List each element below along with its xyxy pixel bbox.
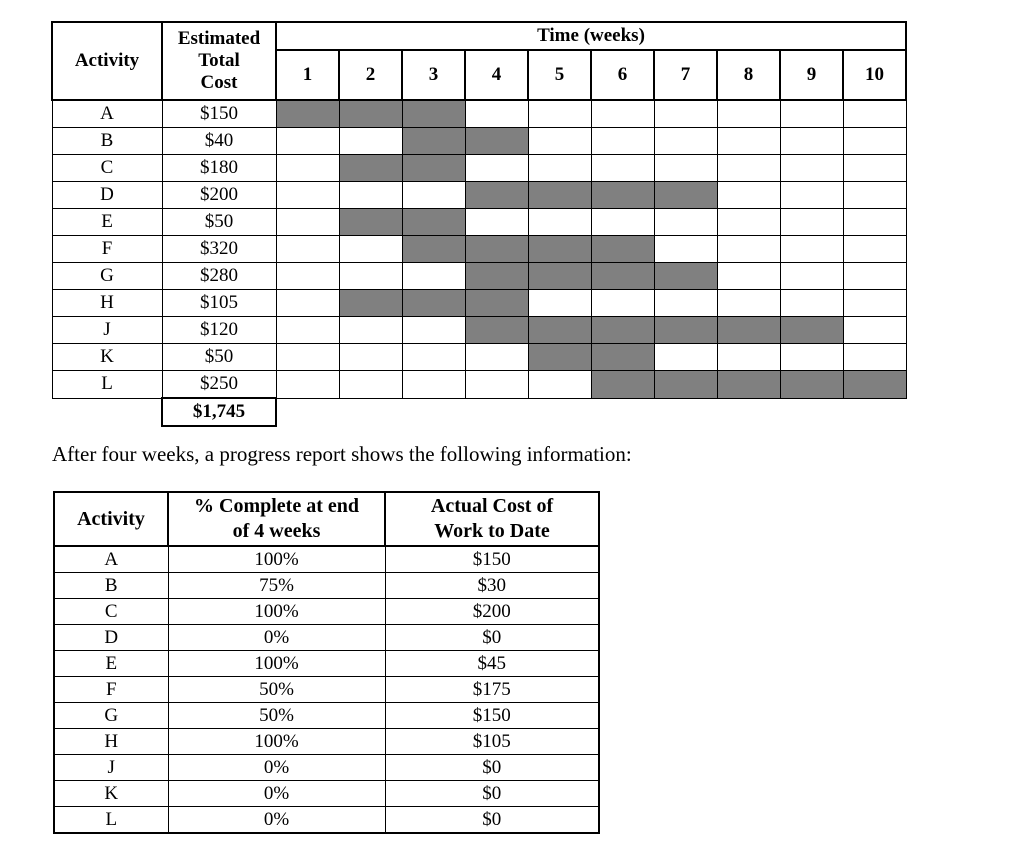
gantt-row [52,128,906,155]
progress-actual-cost-cell: $150 [385,546,599,573]
gantt-total-cost: $1,745 [162,398,276,426]
gantt-bar-segment [465,263,528,290]
gantt-row [52,155,906,182]
week-header-7: 7 [654,50,717,100]
gantt-week-cell [654,290,717,317]
gantt-week-cell [591,100,654,128]
gantt-week-cell [717,236,780,263]
gantt-week-cell [780,263,843,290]
gantt-bar-segment [528,182,591,209]
gantt-cost-cell: $120 [162,317,276,344]
progress-actual-cost-cell: $0 [385,781,599,807]
gantt-row [52,100,906,128]
gantt-week-cell [276,344,339,371]
week-header-5: 5 [528,50,591,100]
gantt-bar-segment [402,236,465,263]
gantt-week-cell [402,317,465,344]
gantt-week-cell [339,263,402,290]
gantt-bar-segment [402,290,465,317]
gantt-week-cell [654,155,717,182]
gantt-week-cell [465,209,528,236]
gantt-week-cell [276,182,339,209]
gantt-bar-segment [717,317,780,344]
gantt-bar-segment [465,236,528,263]
gantt-week-cell [843,263,906,290]
gantt-cost-cell: $50 [162,344,276,371]
gantt-week-cell [843,290,906,317]
progress-complete-cell: 0% [168,781,385,807]
gantt-cost-cell: $105 [162,290,276,317]
progress-activity-cell: G [54,703,168,729]
gantt-week-cell [402,344,465,371]
gantt-week-cell [465,155,528,182]
progress-complete-cell: 50% [168,677,385,703]
gantt-week-cell [843,100,906,128]
progress-complete-cell: 0% [168,755,385,781]
progress-activity-cell: A [54,546,168,573]
gantt-cost-cell: $280 [162,263,276,290]
gantt-week-cell [591,290,654,317]
gantt-activity-cell: J [52,317,162,344]
progress-row [54,599,599,625]
progress-caption: After four weeks, a progress report shows the following information: [52,442,632,466]
gantt-week-cell [843,155,906,182]
gantt-week-cell [465,100,528,128]
gantt-bar-segment [780,317,843,344]
week-header-9: 9 [780,50,843,100]
progress-complete-cell: 0% [168,807,385,834]
actual-header-line2: Work to Date [434,520,550,542]
progress-activity-cell: L [54,807,168,834]
complete-header-line1: % Complete at end [194,495,359,517]
gantt-activity-cell: E [52,209,162,236]
progress-report-table [53,491,600,834]
cost-header-line3: Cost [200,72,238,93]
gantt-week-cell [780,209,843,236]
progress-activity-cell: D [54,625,168,651]
gantt-week-cell [402,182,465,209]
gantt-activity-cell: L [52,371,162,399]
gantt-week-cell [465,371,528,399]
progress-activity-cell: E [54,651,168,677]
gantt-week-cell [780,344,843,371]
gantt-bar-segment [528,236,591,263]
gantt-activity-cell: A [52,100,162,128]
week-header-10: 10 [843,50,906,100]
progress-row [54,573,599,599]
complete-header-line2: of 4 weeks [232,520,321,542]
gantt-week-cell [276,263,339,290]
progress-actual-cost-cell: $0 [385,755,599,781]
progress-activity-cell: K [54,781,168,807]
progress-complete-cell: 100% [168,546,385,573]
gantt-activity-cell: D [52,182,162,209]
progress-row [54,755,599,781]
gantt-header-estimated-cost [162,22,276,100]
gantt-bar-segment [465,290,528,317]
gantt-week-cell [843,344,906,371]
week-header-4: 4 [465,50,528,100]
gantt-activity-cell: H [52,290,162,317]
cost-header-line2: Total [198,50,240,71]
gantt-week-cell [780,128,843,155]
gantt-week-cell [717,100,780,128]
gantt-week-cell [780,290,843,317]
gantt-week-cell [339,128,402,155]
gantt-bar-segment [402,155,465,182]
progress-row [54,807,599,834]
progress-actual-cost-cell: $150 [385,703,599,729]
gantt-week-cell [654,128,717,155]
progress-complete-cell: 0% [168,625,385,651]
gantt-week-cell [843,236,906,263]
gantt-bar-segment [339,155,402,182]
gantt-week-cell [276,317,339,344]
gantt-bar-segment [654,317,717,344]
progress-actual-cost-cell: $200 [385,599,599,625]
progress-header-complete [168,492,385,546]
progress-row [54,781,599,807]
gantt-activity-cell: F [52,236,162,263]
gantt-row [52,290,906,317]
actual-header-line1: Actual Cost of [430,495,554,517]
gantt-total-spacer [52,398,162,426]
week-header-6: 6 [591,50,654,100]
progress-actual-cost-cell: $175 [385,677,599,703]
progress-activity-cell: J [54,755,168,781]
gantt-bar-segment [339,209,402,236]
progress-activity-cell: H [54,729,168,755]
progress-row [54,546,599,573]
progress-actual-cost-cell: $45 [385,651,599,677]
gantt-week-cell [276,128,339,155]
gantt-bar-segment [402,128,465,155]
gantt-week-cell [528,209,591,236]
progress-row [54,625,599,651]
gantt-week-cell [402,263,465,290]
gantt-week-cell [717,209,780,236]
gantt-week-cell [843,128,906,155]
gantt-bar-segment [591,371,654,399]
gantt-week-cell [276,155,339,182]
gantt-activity-cell: G [52,263,162,290]
gantt-week-cell [402,371,465,399]
gantt-cost-cell: $40 [162,128,276,155]
gantt-week-cell [843,317,906,344]
gantt-header-activity: Activity [52,22,162,100]
gantt-week-cell [591,209,654,236]
gantt-bar-segment [654,371,717,399]
gantt-week-cell [339,236,402,263]
gantt-bar-segment [528,317,591,344]
gantt-row [52,344,906,371]
gantt-bar-segment [276,100,339,128]
gantt-week-cell [528,290,591,317]
gantt-bar-segment [780,371,843,399]
gantt-header-time: Time (weeks) [276,22,906,50]
progress-actual-cost-cell: $105 [385,729,599,755]
gantt-week-cell [339,344,402,371]
gantt-week-cell [276,371,339,399]
gantt-week-cell [276,236,339,263]
gantt-row [52,371,906,399]
progress-row [54,729,599,755]
gantt-week-cell [780,182,843,209]
gantt-bar-segment [528,263,591,290]
gantt-week-cell [528,371,591,399]
progress-row [54,703,599,729]
gantt-row [52,263,906,290]
progress-actual-cost-cell: $0 [385,625,599,651]
gantt-bar-segment [654,263,717,290]
gantt-week-cell [717,128,780,155]
progress-header-actual-cost [385,492,599,546]
gantt-week-cell [780,155,843,182]
gantt-week-cell [528,100,591,128]
gantt-row [52,317,906,344]
gantt-row [52,182,906,209]
progress-activity-cell: F [54,677,168,703]
gantt-bar-segment [591,236,654,263]
week-header-1: 1 [276,50,339,100]
gantt-cost-cell: $250 [162,371,276,399]
gantt-bar-segment [717,371,780,399]
progress-activity-cell: B [54,573,168,599]
gantt-week-cell [717,182,780,209]
progress-complete-cell: 100% [168,729,385,755]
gantt-week-cell [843,209,906,236]
gantt-week-cell [654,100,717,128]
gantt-week-cell [780,236,843,263]
gantt-row [52,236,906,263]
gantt-week-cell [465,344,528,371]
gantt-bar-segment [402,209,465,236]
gantt-bar-segment [591,182,654,209]
gantt-week-cell [528,128,591,155]
progress-actual-cost-cell: $30 [385,573,599,599]
gantt-cost-cell: $50 [162,209,276,236]
gantt-week-cell [276,209,339,236]
gantt-bar-segment [591,263,654,290]
gantt-week-cell [717,155,780,182]
gantt-week-cell [528,155,591,182]
week-header-8: 8 [717,50,780,100]
gantt-week-cell [339,317,402,344]
gantt-chart-table [51,21,907,427]
gantt-week-cell [717,344,780,371]
gantt-week-cell [843,182,906,209]
gantt-week-cell [276,290,339,317]
gantt-week-cell [717,263,780,290]
gantt-bar-segment [843,371,906,399]
progress-complete-cell: 50% [168,703,385,729]
week-header-2: 2 [339,50,402,100]
gantt-cost-cell: $320 [162,236,276,263]
gantt-bar-segment [402,100,465,128]
cost-header-line1: Estimated [177,28,261,49]
gantt-week-cell [654,344,717,371]
gantt-week-cell [591,155,654,182]
gantt-activity-cell: B [52,128,162,155]
progress-row [54,677,599,703]
gantt-week-cell [654,209,717,236]
gantt-cost-cell: $200 [162,182,276,209]
progress-activity-cell: C [54,599,168,625]
gantt-cost-cell: $150 [162,100,276,128]
gantt-bar-segment [654,182,717,209]
gantt-bar-segment [528,344,591,371]
gantt-bar-segment [339,290,402,317]
gantt-week-cell [717,290,780,317]
gantt-activity-cell: C [52,155,162,182]
gantt-bar-segment [465,182,528,209]
progress-header-activity: Activity [54,492,168,546]
gantt-bar-segment [465,128,528,155]
progress-row [54,651,599,677]
gantt-week-cell [339,182,402,209]
progress-complete-cell: 100% [168,651,385,677]
gantt-bar-segment [591,344,654,371]
gantt-bar-segment [591,317,654,344]
gantt-bar-segment [465,317,528,344]
gantt-week-cell [591,128,654,155]
week-header-3: 3 [402,50,465,100]
progress-complete-cell: 75% [168,573,385,599]
progress-complete-cell: 100% [168,599,385,625]
gantt-activity-cell: K [52,344,162,371]
gantt-week-cell [654,236,717,263]
progress-actual-cost-cell: $0 [385,807,599,834]
gantt-bar-segment [339,100,402,128]
gantt-total-filler [276,398,906,426]
gantt-row [52,209,906,236]
gantt-total-row [52,398,906,426]
gantt-cost-cell: $180 [162,155,276,182]
gantt-week-cell [339,371,402,399]
gantt-week-cell [780,100,843,128]
